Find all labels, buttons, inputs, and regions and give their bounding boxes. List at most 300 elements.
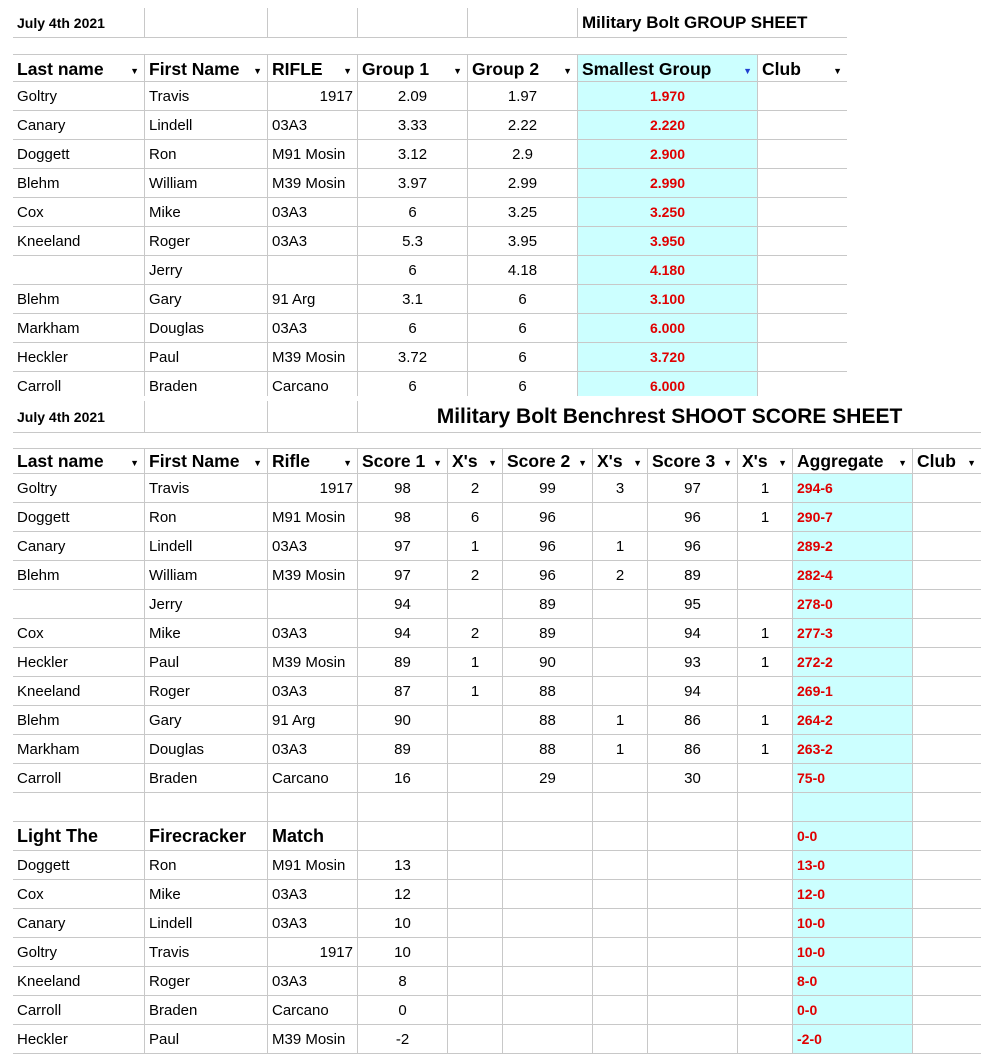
cell-smallest-group[interactable]: 3.250 — [578, 198, 758, 227]
cell-group-2[interactable]: 1.97 — [468, 82, 578, 111]
cell-rifle[interactable]: 03A3 — [268, 909, 358, 938]
empty-cell[interactable] — [738, 996, 793, 1025]
empty-cell[interactable] — [793, 793, 913, 822]
cell-group-1[interactable]: 6 — [358, 372, 468, 396]
filter-dropdown-icon[interactable]: ▼ — [130, 458, 139, 468]
cell-xs-2[interactable] — [593, 503, 648, 532]
filter-dropdown-icon[interactable]: ▼ — [343, 66, 352, 76]
empty-cell[interactable] — [503, 909, 593, 938]
cell-xs-2[interactable] — [593, 590, 648, 619]
cell-first-name[interactable]: Braden — [145, 996, 268, 1025]
filter-dropdown-icon[interactable]: ▼ — [833, 66, 842, 76]
cell-last-name[interactable]: Kneeland — [13, 227, 145, 256]
cell-smallest-group[interactable]: 6.000 — [578, 372, 758, 396]
cell-first-name[interactable]: Lindell — [145, 909, 268, 938]
cell-last-name[interactable]: Blehm — [13, 285, 145, 314]
cell-first-name[interactable]: Roger — [145, 967, 268, 996]
cell-rifle[interactable]: 03A3 — [268, 967, 358, 996]
cell-score-1[interactable]: 97 — [358, 532, 448, 561]
cell-last-name[interactable]: Heckler — [13, 343, 145, 372]
cell-xs-3[interactable] — [738, 764, 793, 793]
cell-xs-3[interactable]: 1 — [738, 735, 793, 764]
empty-cell[interactable] — [358, 822, 448, 851]
cell-xs-2[interactable] — [593, 619, 648, 648]
empty-cell[interactable] — [648, 1025, 738, 1054]
empty-cell[interactable] — [448, 938, 503, 967]
cell-club[interactable] — [758, 343, 847, 372]
cell-score-2[interactable]: 89 — [503, 619, 593, 648]
cell-last-name[interactable]: Carroll — [13, 372, 145, 396]
cell-club[interactable] — [913, 764, 981, 793]
cell-xs-1[interactable] — [448, 706, 503, 735]
cell-xs-3[interactable]: 1 — [738, 474, 793, 503]
empty-cell[interactable] — [738, 909, 793, 938]
cell-club[interactable] — [913, 822, 981, 851]
cell-last-name[interactable]: Cox — [13, 198, 145, 227]
cell-rifle[interactable]: 03A3 — [268, 735, 358, 764]
cell-rifle[interactable] — [268, 256, 358, 285]
cell-rifle[interactable]: Carcano — [268, 996, 358, 1025]
cell-group-1[interactable]: 2.09 — [358, 82, 468, 111]
empty-cell[interactable] — [503, 822, 593, 851]
cell-aggregate[interactable]: 12-0 — [793, 880, 913, 909]
cell-score-3[interactable]: 96 — [648, 532, 738, 561]
empty-cell[interactable] — [145, 793, 268, 822]
cell-first-name[interactable]: Mike — [145, 880, 268, 909]
empty-cell[interactable] — [648, 909, 738, 938]
filter-dropdown-icon[interactable]: ▼ — [453, 66, 462, 76]
cell-smallest-group[interactable]: 3.100 — [578, 285, 758, 314]
filter-dropdown-icon[interactable]: ▼ — [563, 66, 572, 76]
cell-xs-1[interactable] — [448, 735, 503, 764]
cell-first-name[interactable]: Gary — [145, 285, 268, 314]
cell-score-1[interactable]: 16 — [358, 764, 448, 793]
filter-dropdown-icon[interactable]: ▼ — [578, 458, 587, 468]
cell-aggregate[interactable]: 263-2 — [793, 735, 913, 764]
cell-club[interactable] — [913, 503, 981, 532]
cell-group-1[interactable]: 3.72 — [358, 343, 468, 372]
empty-cell[interactable] — [503, 1025, 593, 1054]
cell-aggregate[interactable]: 75-0 — [793, 764, 913, 793]
cell-first-name[interactable]: Paul — [145, 343, 268, 372]
cell-club[interactable] — [758, 111, 847, 140]
cell-first-name[interactable]: Ron — [145, 140, 268, 169]
cell-first-name[interactable]: Braden — [145, 372, 268, 396]
cell-club[interactable] — [913, 474, 981, 503]
empty-cell[interactable] — [593, 938, 648, 967]
cell-group-1[interactable]: 6 — [358, 256, 468, 285]
cell-xs-2[interactable]: 1 — [593, 735, 648, 764]
col-header-score-3[interactable]: Score 3 ▼ — [648, 449, 738, 474]
firecracker-title-part[interactable]: Firecracker — [145, 822, 268, 851]
empty-cell[interactable] — [448, 793, 503, 822]
empty-cell[interactable] — [593, 996, 648, 1025]
cell-last-name[interactable]: Goltry — [13, 474, 145, 503]
cell-score-2[interactable]: 96 — [503, 503, 593, 532]
cell-club[interactable] — [758, 285, 847, 314]
col-header-first-name[interactable]: First Name ▼ — [145, 55, 268, 82]
empty-cell[interactable] — [593, 967, 648, 996]
cell-first-name[interactable]: Travis — [145, 474, 268, 503]
cell-first-name[interactable]: William — [145, 561, 268, 590]
col-header-xs-3[interactable]: X's ▼ — [738, 449, 793, 474]
cell-last-name[interactable]: Goltry — [13, 938, 145, 967]
cell-last-name[interactable]: Doggett — [13, 140, 145, 169]
cell-club[interactable] — [913, 561, 981, 590]
cell-group-1[interactable]: 3.12 — [358, 140, 468, 169]
cell-last-name[interactable]: Kneeland — [13, 967, 145, 996]
cell-score-3[interactable]: 94 — [648, 677, 738, 706]
cell-aggregate[interactable]: 269-1 — [793, 677, 913, 706]
empty-cell[interactable] — [358, 793, 448, 822]
cell-score[interactable]: -2 — [358, 1025, 448, 1054]
cell-score-1[interactable]: 97 — [358, 561, 448, 590]
col-header-smallest-group[interactable]: Smallest Group ▼ — [578, 55, 758, 82]
cell-group-2[interactable]: 6 — [468, 285, 578, 314]
col-header-club[interactable]: Club ▼ — [758, 55, 847, 82]
cell-group-2[interactable]: 6 — [468, 372, 578, 396]
empty-cell[interactable] — [448, 967, 503, 996]
cell-rifle[interactable]: 03A3 — [268, 227, 358, 256]
cell-smallest-group[interactable]: 2.900 — [578, 140, 758, 169]
cell-last-name[interactable]: Carroll — [13, 996, 145, 1025]
empty-cell[interactable] — [593, 880, 648, 909]
cell-xs-2[interactable] — [593, 677, 648, 706]
cell-last-name[interactable]: Cox — [13, 619, 145, 648]
cell-score-2[interactable]: 88 — [503, 706, 593, 735]
cell-group-1[interactable]: 3.1 — [358, 285, 468, 314]
cell-rifle[interactable]: M91 Mosin — [268, 140, 358, 169]
col-header-score-1[interactable]: Score 1 ▼ — [358, 449, 448, 474]
cell-last-name[interactable]: Doggett — [13, 851, 145, 880]
cell-score[interactable]: 10 — [358, 938, 448, 967]
cell-club[interactable] — [913, 735, 981, 764]
filter-dropdown-icon[interactable]: ▼ — [633, 458, 642, 468]
cell-xs-2[interactable]: 1 — [593, 532, 648, 561]
cell-last-name[interactable]: Canary — [13, 532, 145, 561]
empty-cell[interactable] — [503, 996, 593, 1025]
cell-club[interactable] — [913, 648, 981, 677]
cell-xs-2[interactable]: 2 — [593, 561, 648, 590]
empty-cell[interactable] — [268, 793, 358, 822]
cell-last-name[interactable]: Kneeland — [13, 677, 145, 706]
empty-cell[interactable] — [593, 1025, 648, 1054]
cell-club[interactable] — [758, 372, 847, 396]
cell-rifle[interactable]: 91 Arg — [268, 706, 358, 735]
cell-club[interactable] — [758, 227, 847, 256]
empty-cell[interactable] — [503, 851, 593, 880]
cell-score-1[interactable]: 89 — [358, 735, 448, 764]
filter-dropdown-icon[interactable]: ▼ — [253, 66, 262, 76]
cell-aggregate[interactable]: 0-0 — [793, 996, 913, 1025]
cell-aggregate[interactable]: 278-0 — [793, 590, 913, 619]
cell-xs-2[interactable] — [593, 764, 648, 793]
col-header-rifle[interactable]: Rifle ▼ — [268, 449, 358, 474]
cell-rifle[interactable]: 03A3 — [268, 111, 358, 140]
empty-cell[interactable] — [448, 909, 503, 938]
cell-club[interactable] — [913, 851, 981, 880]
empty-cell[interactable] — [738, 1025, 793, 1054]
filter-dropdown-icon[interactable]: ▼ — [967, 458, 976, 468]
cell-aggregate[interactable]: 277-3 — [793, 619, 913, 648]
cell-first-name[interactable]: Braden — [145, 764, 268, 793]
cell-first-name[interactable]: Ron — [145, 503, 268, 532]
cell-aggregate[interactable]: 290-7 — [793, 503, 913, 532]
empty-cell[interactable] — [448, 996, 503, 1025]
cell-xs-1[interactable]: 2 — [448, 474, 503, 503]
cell-first-name[interactable]: Jerry — [145, 256, 268, 285]
cell-score-3[interactable]: 93 — [648, 648, 738, 677]
cell-score-2[interactable]: 88 — [503, 677, 593, 706]
cell-rifle[interactable]: Carcano — [268, 372, 358, 396]
cell-club[interactable] — [913, 1025, 981, 1054]
cell-aggregate[interactable]: 10-0 — [793, 938, 913, 967]
empty-cell[interactable] — [448, 822, 503, 851]
cell-group-2[interactable]: 6 — [468, 314, 578, 343]
empty-cell[interactable] — [648, 793, 738, 822]
cell-last-name[interactable] — [13, 256, 145, 285]
cell-smallest-group[interactable]: 1.970 — [578, 82, 758, 111]
empty-cell[interactable] — [593, 909, 648, 938]
cell-club[interactable] — [913, 706, 981, 735]
cell-group-2[interactable]: 2.9 — [468, 140, 578, 169]
col-header-score-2[interactable]: Score 2 ▼ — [503, 449, 593, 474]
cell-first-name[interactable]: Roger — [145, 227, 268, 256]
cell-xs-1[interactable]: 2 — [448, 619, 503, 648]
cell-last-name[interactable]: Blehm — [13, 169, 145, 198]
cell-rifle[interactable]: 03A3 — [268, 314, 358, 343]
cell-score-2[interactable]: 96 — [503, 532, 593, 561]
empty-cell[interactable] — [738, 822, 793, 851]
cell-club[interactable] — [913, 677, 981, 706]
cell-rifle[interactable]: 1917 — [268, 938, 358, 967]
cell-xs-3[interactable]: 1 — [738, 648, 793, 677]
cell-club[interactable] — [913, 909, 981, 938]
col-header-xs-2[interactable]: X's ▼ — [593, 449, 648, 474]
empty-cell[interactable] — [738, 967, 793, 996]
col-header-aggregate[interactable]: Aggregate ▼ — [793, 449, 913, 474]
cell-rifle[interactable]: M39 Mosin — [268, 561, 358, 590]
cell-rifle[interactable]: 1917 — [268, 474, 358, 503]
cell-aggregate[interactable]: 0-0 — [793, 822, 913, 851]
cell-score-2[interactable]: 29 — [503, 764, 593, 793]
cell-aggregate[interactable]: 282-4 — [793, 561, 913, 590]
col-header-last-name[interactable]: Last name ▼ — [13, 55, 145, 82]
filter-dropdown-icon[interactable]: ▼ — [253, 458, 262, 468]
cell-score-1[interactable]: 94 — [358, 590, 448, 619]
cell-xs-1[interactable] — [448, 590, 503, 619]
cell-club[interactable] — [758, 314, 847, 343]
cell-smallest-group[interactable]: 2.990 — [578, 169, 758, 198]
cell-score-2[interactable]: 89 — [503, 590, 593, 619]
cell-first-name[interactable]: Douglas — [145, 735, 268, 764]
filter-dropdown-icon[interactable]: ▼ — [433, 458, 442, 468]
cell-club[interactable] — [913, 880, 981, 909]
empty-cell[interactable] — [648, 822, 738, 851]
cell-xs-3[interactable] — [738, 590, 793, 619]
cell-last-name[interactable]: Canary — [13, 909, 145, 938]
col-header-group-1[interactable]: Group 1 ▼ — [358, 55, 468, 82]
cell-last-name[interactable]: Doggett — [13, 503, 145, 532]
filter-dropdown-icon[interactable]: ▼ — [898, 458, 907, 468]
cell-rifle[interactable] — [268, 590, 358, 619]
cell-score-3[interactable]: 95 — [648, 590, 738, 619]
cell-first-name[interactable]: Mike — [145, 619, 268, 648]
cell-score[interactable]: 10 — [358, 909, 448, 938]
empty-cell[interactable] — [448, 880, 503, 909]
col-header-first-name[interactable]: First Name ▼ — [145, 449, 268, 474]
cell-rifle[interactable]: M39 Mosin — [268, 1025, 358, 1054]
cell-club[interactable] — [913, 996, 981, 1025]
cell-xs-3[interactable]: 1 — [738, 706, 793, 735]
cell-rifle[interactable]: 1917 — [268, 82, 358, 111]
cell-group-1[interactable]: 3.33 — [358, 111, 468, 140]
cell-club[interactable] — [913, 590, 981, 619]
cell-score-3[interactable]: 86 — [648, 706, 738, 735]
sort-filter-icon[interactable]: ▼ — [743, 66, 752, 76]
cell-first-name[interactable]: Jerry — [145, 590, 268, 619]
cell-score-1[interactable]: 89 — [358, 648, 448, 677]
cell-score-1[interactable]: 98 — [358, 503, 448, 532]
cell-xs-1[interactable]: 2 — [448, 561, 503, 590]
cell-score-1[interactable]: 98 — [358, 474, 448, 503]
cell-score[interactable]: 12 — [358, 880, 448, 909]
cell-score-1[interactable]: 87 — [358, 677, 448, 706]
cell-score-2[interactable]: 90 — [503, 648, 593, 677]
cell-rifle[interactable]: M91 Mosin — [268, 851, 358, 880]
empty-cell[interactable] — [738, 938, 793, 967]
cell-aggregate[interactable]: 294-6 — [793, 474, 913, 503]
cell-first-name[interactable]: William — [145, 169, 268, 198]
filter-dropdown-icon[interactable]: ▼ — [343, 458, 352, 468]
cell-aggregate[interactable]: 264-2 — [793, 706, 913, 735]
cell-rifle[interactable]: 91 Arg — [268, 285, 358, 314]
cell-aggregate[interactable]: 8-0 — [793, 967, 913, 996]
empty-cell[interactable] — [648, 996, 738, 1025]
cell-score-2[interactable]: 88 — [503, 735, 593, 764]
empty-cell[interactable] — [738, 793, 793, 822]
cell-xs-2[interactable]: 3 — [593, 474, 648, 503]
cell-group-2[interactable]: 2.99 — [468, 169, 578, 198]
cell-rifle[interactable]: M39 Mosin — [268, 648, 358, 677]
empty-cell[interactable] — [13, 793, 145, 822]
cell-xs-1[interactable]: 6 — [448, 503, 503, 532]
cell-first-name[interactable]: Lindell — [145, 532, 268, 561]
cell-group-2[interactable]: 4.18 — [468, 256, 578, 285]
cell-xs-1[interactable]: 1 — [448, 648, 503, 677]
cell-club[interactable] — [913, 938, 981, 967]
cell-group-1[interactable]: 6 — [358, 314, 468, 343]
cell-smallest-group[interactable]: 4.180 — [578, 256, 758, 285]
cell-first-name[interactable]: Ron — [145, 851, 268, 880]
cell-first-name[interactable]: Paul — [145, 648, 268, 677]
cell-first-name[interactable]: Douglas — [145, 314, 268, 343]
empty-cell[interactable] — [503, 793, 593, 822]
cell-group-1[interactable]: 6 — [358, 198, 468, 227]
cell-group-1[interactable]: 3.97 — [358, 169, 468, 198]
cell-xs-2[interactable]: 1 — [593, 706, 648, 735]
cell-rifle[interactable]: Carcano — [268, 764, 358, 793]
cell-last-name[interactable]: Goltry — [13, 82, 145, 111]
cell-rifle[interactable]: M39 Mosin — [268, 169, 358, 198]
cell-smallest-group[interactable]: 3.720 — [578, 343, 758, 372]
cell-aggregate[interactable]: -2-0 — [793, 1025, 913, 1054]
col-header-xs-1[interactable]: X's ▼ — [448, 449, 503, 474]
cell-last-name[interactable]: Cox — [13, 880, 145, 909]
cell-aggregate[interactable]: 13-0 — [793, 851, 913, 880]
cell-first-name[interactable]: Travis — [145, 938, 268, 967]
cell-xs-3[interactable]: 1 — [738, 619, 793, 648]
cell-score-1[interactable]: 90 — [358, 706, 448, 735]
cell-group-2[interactable]: 6 — [468, 343, 578, 372]
cell-score[interactable]: 8 — [358, 967, 448, 996]
cell-club[interactable] — [758, 256, 847, 285]
cell-xs-3[interactable] — [738, 677, 793, 706]
empty-cell[interactable] — [648, 967, 738, 996]
empty-cell[interactable] — [448, 1025, 503, 1054]
cell-score-3[interactable]: 30 — [648, 764, 738, 793]
col-header-club[interactable]: Club ▼ — [913, 449, 981, 474]
cell-smallest-group[interactable]: 6.000 — [578, 314, 758, 343]
cell-last-name[interactable]: Markham — [13, 735, 145, 764]
cell-score-3[interactable]: 97 — [648, 474, 738, 503]
cell-score-2[interactable]: 99 — [503, 474, 593, 503]
cell-aggregate[interactable]: 10-0 — [793, 909, 913, 938]
cell-club[interactable] — [758, 169, 847, 198]
empty-cell[interactable] — [593, 851, 648, 880]
empty-cell[interactable] — [648, 938, 738, 967]
cell-first-name[interactable]: Roger — [145, 677, 268, 706]
cell-score-3[interactable]: 94 — [648, 619, 738, 648]
cell-score-3[interactable]: 96 — [648, 503, 738, 532]
cell-first-name[interactable]: Lindell — [145, 111, 268, 140]
cell-rifle[interactable]: 03A3 — [268, 880, 358, 909]
empty-cell[interactable] — [503, 967, 593, 996]
cell-score-3[interactable]: 89 — [648, 561, 738, 590]
empty-cell[interactable] — [448, 851, 503, 880]
empty-cell[interactable] — [648, 880, 738, 909]
cell-group-2[interactable]: 3.95 — [468, 227, 578, 256]
cell-xs-1[interactable]: 1 — [448, 532, 503, 561]
cell-xs-2[interactable] — [593, 648, 648, 677]
cell-xs-3[interactable] — [738, 532, 793, 561]
cell-first-name[interactable]: Travis — [145, 82, 268, 111]
cell-last-name[interactable]: Canary — [13, 111, 145, 140]
cell-last-name[interactable]: Markham — [13, 314, 145, 343]
cell-group-2[interactable]: 2.22 — [468, 111, 578, 140]
cell-aggregate[interactable]: 272-2 — [793, 648, 913, 677]
cell-first-name[interactable]: Gary — [145, 706, 268, 735]
cell-rifle[interactable]: 03A3 — [268, 677, 358, 706]
cell-group-1[interactable]: 5.3 — [358, 227, 468, 256]
cell-rifle[interactable]: 03A3 — [268, 532, 358, 561]
filter-dropdown-icon[interactable]: ▼ — [130, 66, 139, 76]
empty-cell[interactable] — [913, 793, 981, 822]
cell-rifle[interactable]: M91 Mosin — [268, 503, 358, 532]
cell-score-1[interactable]: 94 — [358, 619, 448, 648]
cell-smallest-group[interactable]: 3.950 — [578, 227, 758, 256]
filter-dropdown-icon[interactable]: ▼ — [778, 458, 787, 468]
empty-cell[interactable] — [738, 851, 793, 880]
cell-xs-3[interactable] — [738, 561, 793, 590]
cell-smallest-group[interactable]: 2.220 — [578, 111, 758, 140]
empty-cell[interactable] — [593, 822, 648, 851]
cell-club[interactable] — [913, 619, 981, 648]
col-header-rifle[interactable]: RIFLE ▼ — [268, 55, 358, 82]
cell-last-name[interactable]: Blehm — [13, 561, 145, 590]
cell-club[interactable] — [758, 82, 847, 111]
empty-cell[interactable] — [503, 880, 593, 909]
